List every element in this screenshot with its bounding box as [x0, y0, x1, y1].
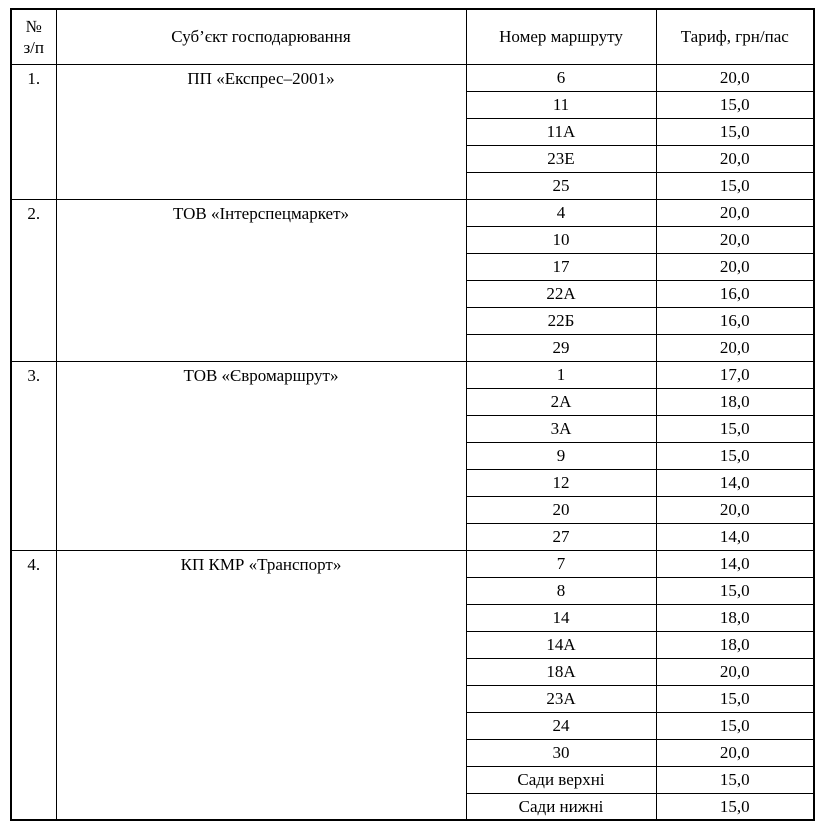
route-number: 14 [466, 604, 656, 631]
table-row [11, 199, 814, 226]
route-number: 3А [466, 415, 656, 442]
table-row [11, 550, 814, 577]
route-number: 24 [466, 712, 656, 739]
route-number: 22А [466, 280, 656, 307]
route-number: 17 [466, 253, 656, 280]
route-number: 14А [466, 631, 656, 658]
tariff-value: 15,0 [656, 91, 814, 118]
tariff-value: 20,0 [656, 253, 814, 280]
tariff-table [10, 8, 815, 821]
route-number: 1 [466, 361, 656, 388]
header-tariff: Тариф, грн/пас [656, 9, 814, 64]
group-number: 4. [11, 550, 56, 820]
tariff-value: 14,0 [656, 469, 814, 496]
tariff-value: 20,0 [656, 739, 814, 766]
header-num-line1: № [25, 16, 42, 36]
route-number: 9 [466, 442, 656, 469]
tariff-value: 17,0 [656, 361, 814, 388]
table-row [11, 64, 814, 91]
tariff-value: 16,0 [656, 307, 814, 334]
table-row [11, 361, 814, 388]
tariff-value: 18,0 [656, 631, 814, 658]
tariff-value: 15,0 [656, 172, 814, 199]
route-number: 30 [466, 739, 656, 766]
tariff-value: 16,0 [656, 280, 814, 307]
route-number: 10 [466, 226, 656, 253]
header-num-line2: з/п [23, 37, 45, 57]
route-number: 12 [466, 469, 656, 496]
tariff-value: 14,0 [656, 550, 814, 577]
company-name: ПП «Експрес–2001» [56, 64, 466, 199]
tariff-value: 14,0 [656, 523, 814, 550]
group-number: 1. [11, 64, 56, 199]
route-number: 22Б [466, 307, 656, 334]
group-number: 3. [11, 361, 56, 550]
tariff-value: 18,0 [656, 604, 814, 631]
tariff-value: 15,0 [656, 793, 814, 820]
route-number: 11А [466, 118, 656, 145]
tariff-value: 15,0 [656, 685, 814, 712]
route-number: Сади нижні [466, 793, 656, 820]
route-number: 18А [466, 658, 656, 685]
table-body [11, 64, 814, 820]
route-number: 23Е [466, 145, 656, 172]
company-name: ТОВ «Євромаршрут» [56, 361, 466, 550]
tariff-value: 15,0 [656, 766, 814, 793]
tariff-value: 20,0 [656, 145, 814, 172]
tariff-value: 15,0 [656, 415, 814, 442]
route-number: 27 [466, 523, 656, 550]
tariff-value: 20,0 [656, 658, 814, 685]
tariff-value: 20,0 [656, 199, 814, 226]
route-number: 6 [466, 64, 656, 91]
route-number: Сади верхні [466, 766, 656, 793]
header-company: Суб’єкт господарювання [56, 9, 466, 64]
route-number: 25 [466, 172, 656, 199]
tariff-value: 20,0 [656, 226, 814, 253]
header-num [11, 9, 56, 64]
route-number: 7 [466, 550, 656, 577]
header-row [11, 9, 814, 64]
tariff-value: 15,0 [656, 577, 814, 604]
route-number: 4 [466, 199, 656, 226]
route-number: 20 [466, 496, 656, 523]
company-name: ТОВ «Інтерспецмаркет» [56, 199, 466, 361]
route-number: 2А [466, 388, 656, 415]
route-number: 23А [466, 685, 656, 712]
tariff-value: 20,0 [656, 64, 814, 91]
header-route: Номер маршруту [466, 9, 656, 64]
route-number: 8 [466, 577, 656, 604]
tariff-value: 20,0 [656, 496, 814, 523]
route-number: 11 [466, 91, 656, 118]
company-name: КП КМР «Транспорт» [56, 550, 466, 820]
tariff-value: 15,0 [656, 442, 814, 469]
route-number: 29 [466, 334, 656, 361]
group-number: 2. [11, 199, 56, 361]
tariff-value: 20,0 [656, 334, 814, 361]
tariff-value: 15,0 [656, 712, 814, 739]
tariff-value: 15,0 [656, 118, 814, 145]
tariff-value: 18,0 [656, 388, 814, 415]
